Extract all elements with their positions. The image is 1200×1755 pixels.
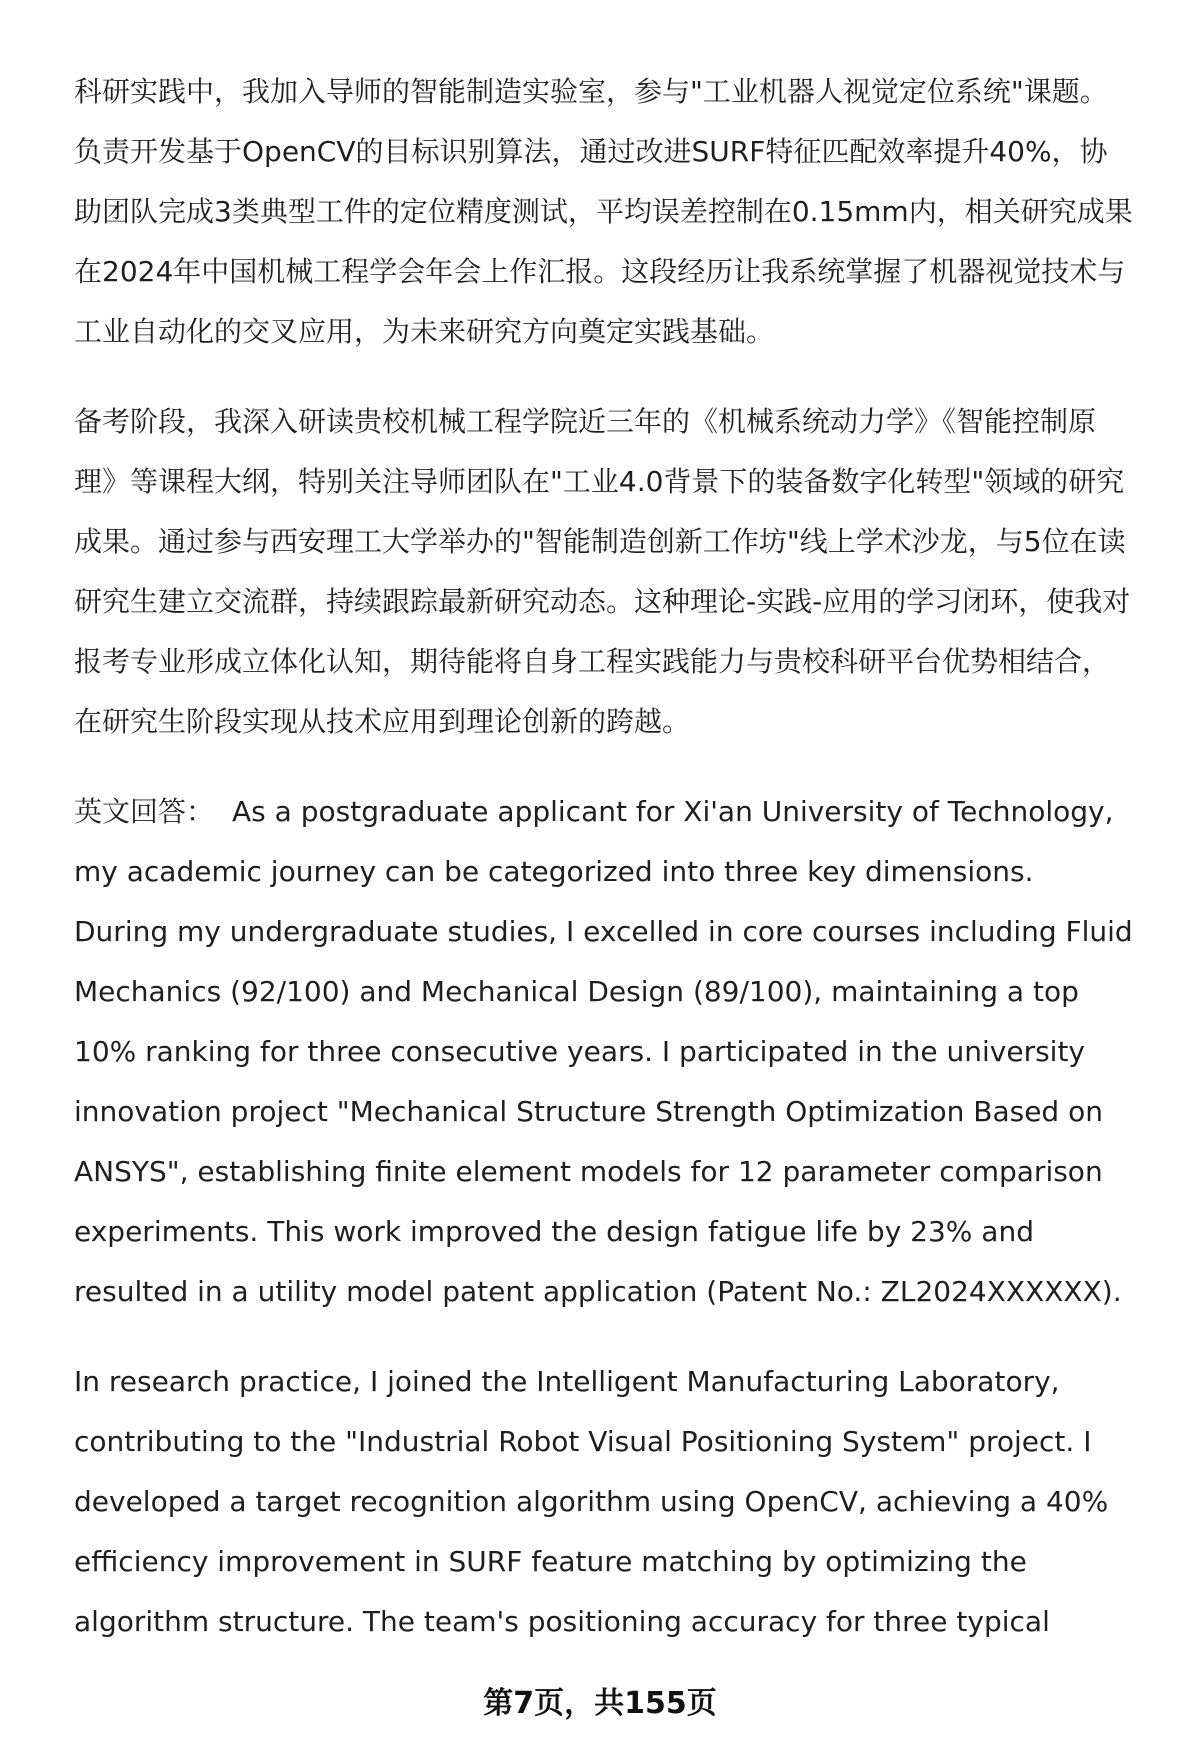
page-number-footer: 第7页，共155页 [483,1686,717,1721]
english-answer-label: 英文回答： [74,795,215,828]
english-answer-text-1: As a postgraduate applicant for Xi'an University of Technology, my academic journey can be categorized into three key dimensions. During my undergraduate studies, I excelled in core courses including Fluid Mechanics (92/100) and Mechanical Design (89/100), maintaining a top 10% ranking for three consecutive years. I participated in the university innovation project "Mechanical Structure Strength Optimization Based on ANSYS", establishing finite element models for 12 parameter comparison experiments. This work improved the design fatigue life by 23% and resulted in a utility model patent application (Patent No.: ZL2024XXXXXX). [74,795,1133,1308]
paragraph-en-answer-intro [74,782,1134,1322]
paragraph-cn-research-practice: 科研实践中，我加入导师的智能制造实验室，参与"工业机器人视觉定位系统"课题。负责开发基于OpenCV的目标识别算法，通过改进SURF特征匹配效率提升40%，协助团队完成3类典型工件的定位精度测试，平均误差控制在0.15mm内，相关研究成果在2024年中国机械工程学会年会上作汇报。这段经历让我系统掌握了机器视觉技术与工业自动化的交叉应用，为未来研究方向奠定实践基础。 [74,75,1133,348]
paragraph-cn-exam-preparation: 备考阶段，我深入研读贵校机械工程学院近三年的《机械系统动力学》《智能控制原理》等课程大纲，特别关注导师团队在"工业4.0背景下的装备数字化转型"领域的研究成果。通过参与西安理工大学举办的"智能制造创新工作坊"线上学术沙龙，与5位在读研究生建立交流群，持续跟踪最新研究动态。这种理论-实践-应用的学习闭环，使我对报考专业形成立体化认知，期待能将自身工程实践能力与贵校科研平台优势相结合，在研究生阶段实现从技术应用到理论创新的跨越。 [74,405,1131,738]
page-content [74,62,1134,1682]
paragraph-en-research-practice: In research practice, I joined the Intelligent Manufacturing Laboratory, contributing to the "Industrial Robot Visual Positioning System" project. I developed a target recognition algorithm using OpenCV, achieving a 40% efficiency improvement in SURF feature matching by optimizing the algorithm structure. The team's positioning accuracy for three typical [74,1365,1109,1638]
